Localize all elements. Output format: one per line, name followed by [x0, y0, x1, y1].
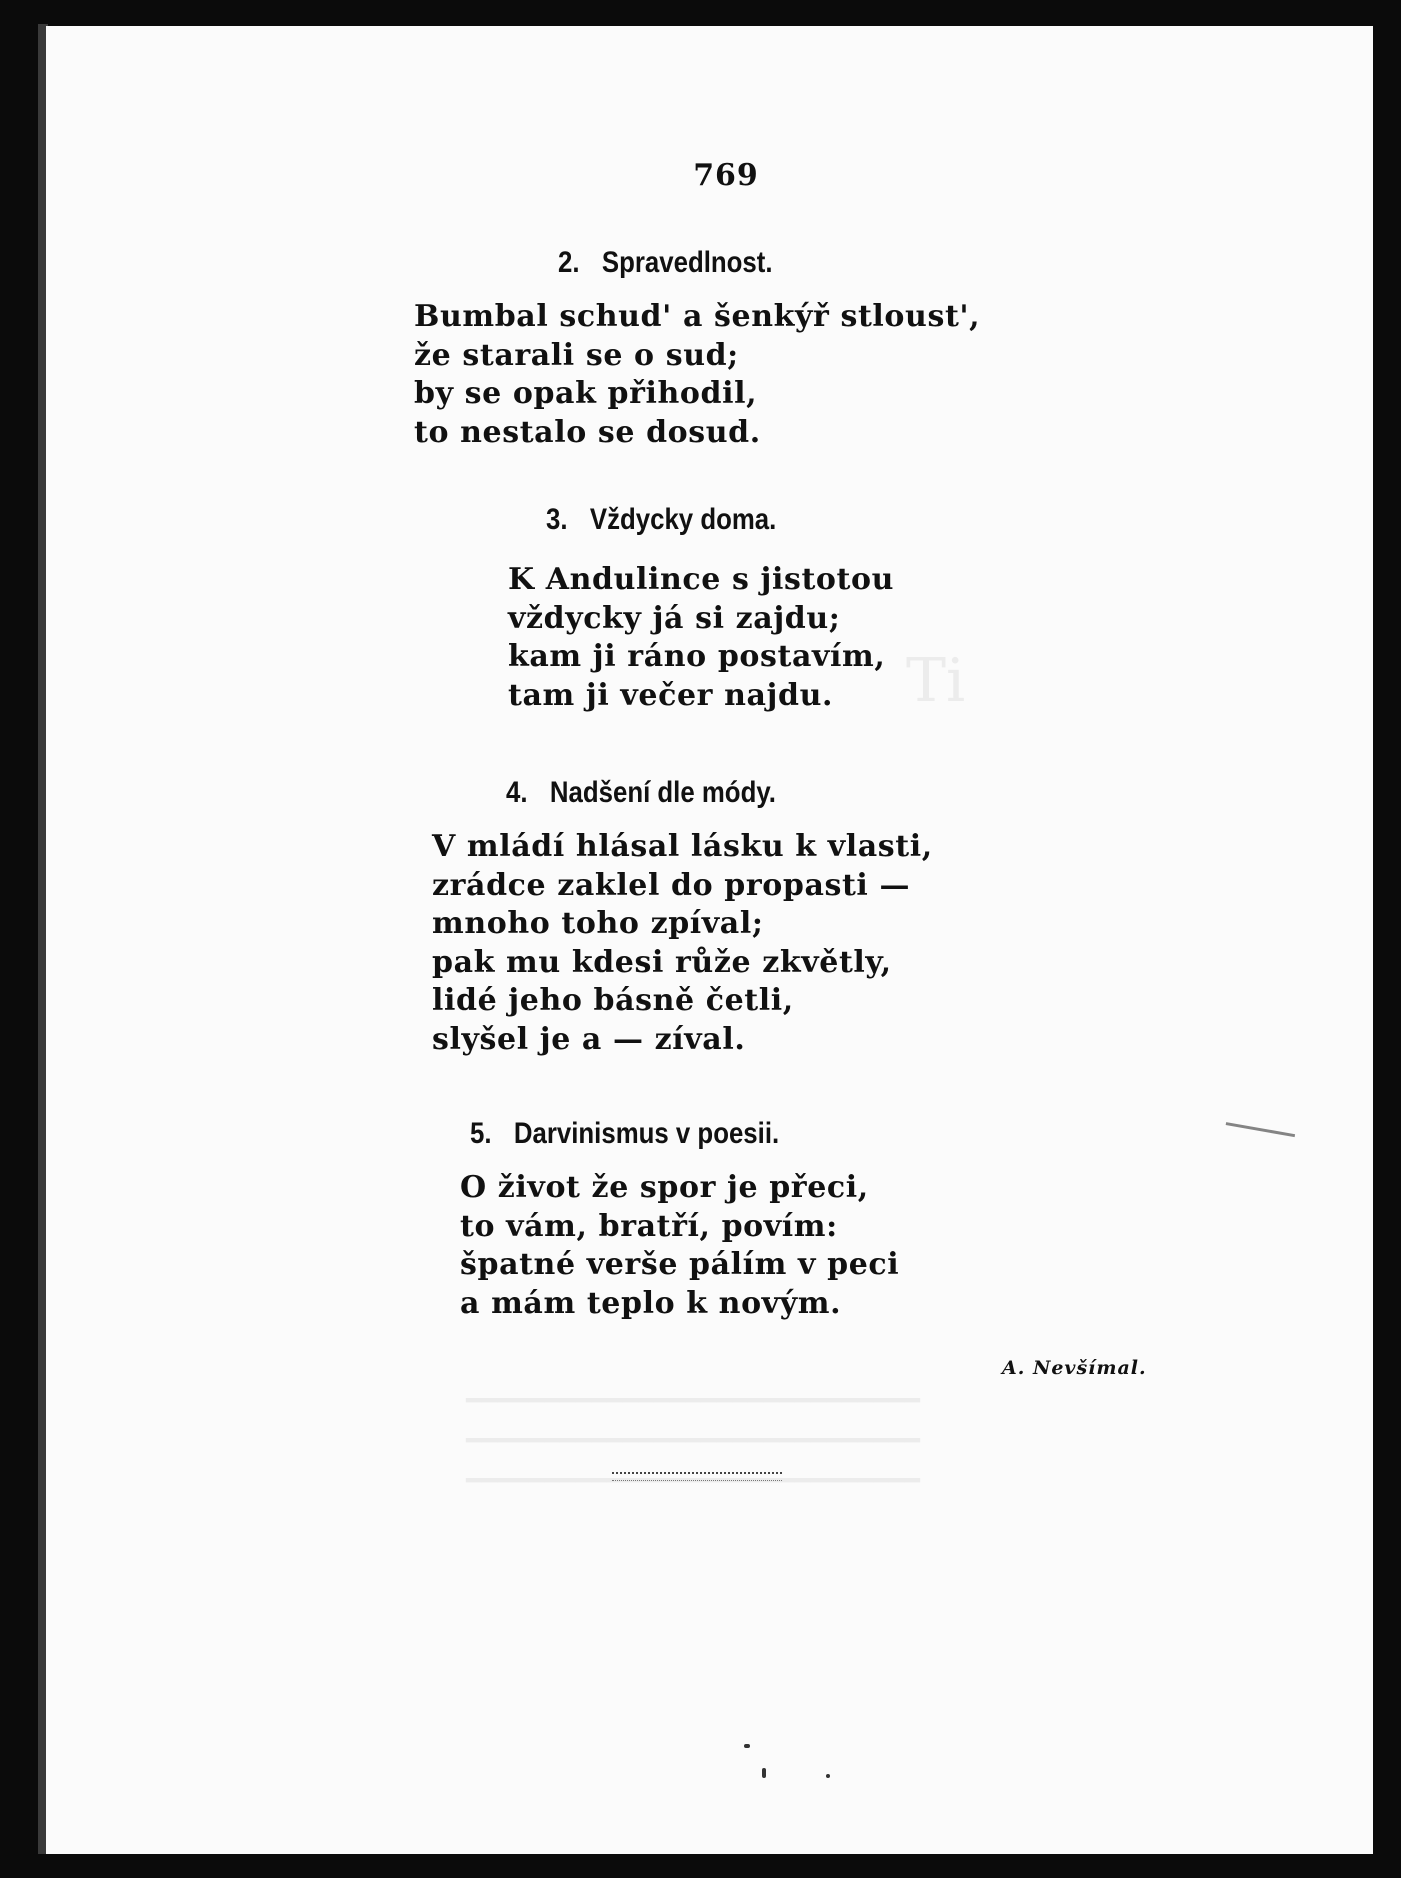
poem-stanza: [460, 1169, 899, 1323]
verse-line: K Andulince s jistotou: [508, 562, 895, 597]
closing-ornament-rule: [612, 1472, 782, 1481]
author-signature: A. Nevšímal.: [1002, 1357, 1147, 1379]
poem-stanza: [414, 298, 980, 452]
section-heading: [506, 776, 776, 810]
section-number: 3.: [546, 503, 568, 536]
ink-speck: [762, 1768, 766, 1778]
show-through-mark: Ti: [906, 646, 966, 716]
poem-stanza: [508, 561, 894, 715]
page-number: 769: [693, 158, 759, 193]
section-number: 2.: [558, 246, 580, 279]
section-heading: [470, 1117, 779, 1151]
verse-line: mnoho toho zpíval;: [432, 906, 764, 941]
verse-line: a mám teplo k novým.: [460, 1285, 842, 1321]
show-through-text: ━━━━━━━━━━━━━━━━━━━━━━━━━━━━━: [466, 1466, 920, 1496]
poem-stanza: [432, 828, 933, 1059]
ink-smudge: [1223, 1122, 1295, 1153]
show-through-text: ━━━━━━━━━━━━━━━━━━━━━━━━━━━━━: [466, 1386, 920, 1416]
verse-line: Bumbal schud' a šenkýř stloust',: [414, 299, 981, 334]
section-number: 5.: [470, 1117, 492, 1150]
verse-line: lidé jeho básně četli,: [432, 983, 794, 1018]
section-title: Nadšení dle módy.: [549, 776, 776, 809]
verse-line: vždycky já si zajdu;: [508, 600, 841, 636]
section-title: Darvinismus v poesii.: [513, 1117, 780, 1150]
verse-line: by se opak přihodil,: [414, 376, 758, 411]
verse-line: špatné verše pálím v peci: [460, 1247, 900, 1282]
verse-line: slyšel je a — zíval.: [432, 1021, 746, 1057]
section-heading: [546, 503, 776, 537]
show-through-text: ━━━━━━━━━━━━━━━━━━━━━━━━━━━━━: [466, 1426, 920, 1456]
verse-line: to vám, bratří, povím:: [460, 1208, 838, 1244]
section-title: Vždycky doma.: [589, 503, 777, 536]
section-number: 4.: [506, 776, 528, 809]
verse-line: V mládí hlásal lásku k vlasti,: [432, 829, 933, 864]
verse-line: O život že spor je přeci,: [460, 1170, 869, 1205]
verse-line: kam ji ráno postavím,: [508, 639, 886, 674]
verse-line: tam ji večer najdu.: [508, 677, 834, 713]
section-heading: [558, 246, 773, 280]
verse-line: že starali se o sud;: [414, 337, 739, 373]
verse-line: to nestalo se dosud.: [414, 414, 761, 450]
ink-speck: [744, 1744, 750, 1748]
verse-line: zrádce zaklel do propasti —: [432, 867, 911, 903]
verse-line: pak mu kdesi růže zkvětly,: [432, 944, 892, 980]
section-title: Spravedlnost.: [601, 246, 773, 279]
ink-speck: [826, 1774, 830, 1778]
book-page: [46, 26, 1373, 1854]
